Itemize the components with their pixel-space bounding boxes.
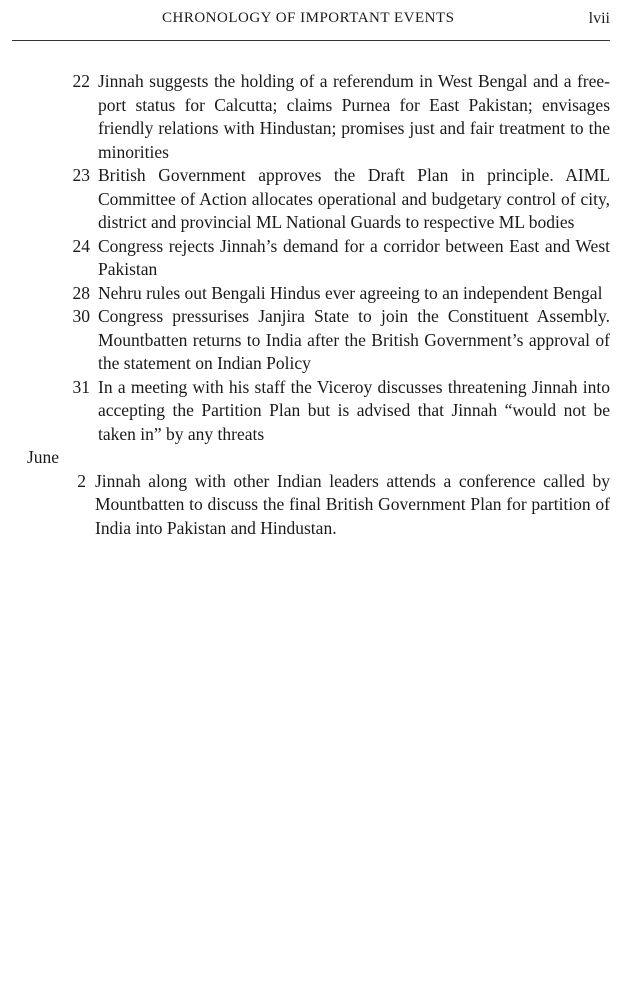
- entry-text: British Government approves the Draft Plan in principle. AIML Committee of Action allocates operational and budgetary control of city, district and provincial ML National Guards to respective ML bodies: [98, 165, 610, 232]
- chronology-entry: [0, 235, 629, 282]
- entry-text: In a meeting with his staff the Viceroy discusses threatening Jinnah into accepting the Partition Plan but is advised that Jinnah “would not be taken in” by any threats: [98, 376, 610, 444]
- entry-day: 2: [77, 470, 86, 491]
- entry-text: Congress pressurises Janjira State to join the Constituent Assembly. Mountbatten returns to India after the British Government’s approval of the statement on Indian Policy: [98, 306, 610, 373]
- entry-day: 23: [72, 165, 90, 185]
- entry-day: 22: [72, 71, 90, 91]
- entry-text: Jinnah along with other Indian leaders attends a conference called by Mountbatten to discuss the final British Government Plan for partition of India into Pakistan and Hindustan.: [95, 470, 610, 538]
- entry-text: Congress rejects Jinnah’s demand for a corridor between East and West Pakistan: [98, 235, 610, 279]
- chronology-entry: [0, 305, 629, 376]
- chronology-entry: [0, 376, 629, 447]
- month-heading: June: [27, 447, 60, 467]
- entry-day: 30: [72, 306, 90, 326]
- entry-day: 24: [72, 235, 90, 256]
- entry-day: 31: [72, 376, 90, 397]
- entry-text: Jinnah suggests the holding of a referendum in West Bengal and a free-port status for Calcutta; claims Purnea for East Pakistan; envisages friendly relations with Hindustan; promises just and fair treatment to the minorities: [98, 71, 610, 162]
- chronology-entry: [0, 470, 629, 541]
- chronology-entry: [0, 164, 629, 235]
- entry-day: 28: [72, 282, 90, 303]
- chronology-entry: [0, 282, 629, 306]
- header-rule: [12, 40, 610, 41]
- running-header: [12, 10, 610, 36]
- page-number: lvii: [588, 10, 610, 27]
- chronology-list: [0, 70, 629, 540]
- entry-text: Nehru rules out Bengali Hindus ever agreeing to an independent Bengal: [98, 282, 603, 303]
- chronology-entry: [0, 70, 629, 164]
- running-title: CHRONOLOGY OF IMPORTANT EVENTS: [162, 10, 455, 26]
